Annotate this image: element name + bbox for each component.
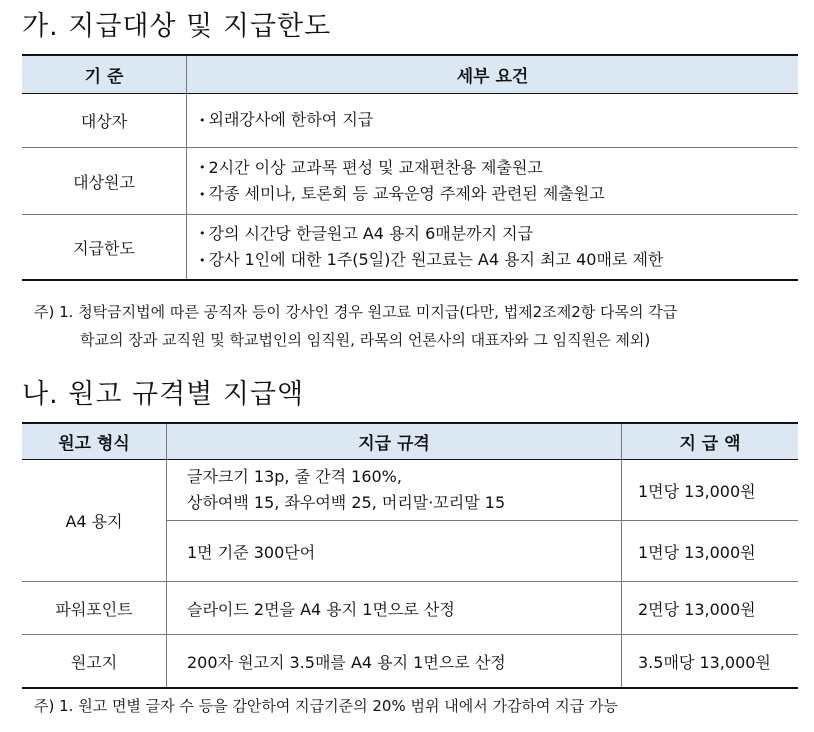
row-details <box>187 148 799 215</box>
amount-cell: 2면당 13,000원 <box>622 582 799 635</box>
amount-cell: 1면당 13,000원 <box>622 460 799 521</box>
row-details <box>187 215 799 281</box>
row-label: 대상자 <box>22 94 187 148</box>
table-row <box>22 215 798 281</box>
requirement-text: 강사 1인에 대한 1주(5일)간 원고료는 A4 용지 최고 40매로 제한 <box>208 250 664 269</box>
table-row <box>22 582 798 635</box>
table-row <box>22 460 798 521</box>
table-header-row <box>22 55 798 94</box>
note-line: 주) 1. 청탁금지법에 따른 공직자 등이 강사인 경우 원고료 미지급(다만, 법제2조제2항 다목의 각급 <box>34 303 678 321</box>
amount-cell: 3.5매당 13,000원 <box>638 652 771 672</box>
eligibility-table <box>22 54 798 281</box>
row-label: 대상원고 <box>22 148 187 215</box>
spec-line: 상하여백 15, 좌우여백 25, 머리말·꼬리말 15 <box>187 493 506 512</box>
requirement-text: 강의 시간당 한글원고 A4 용지 6매분까지 지급 <box>208 223 534 243</box>
table-row <box>22 94 798 148</box>
bullet-icon: • <box>199 161 206 174</box>
spec-cell <box>167 460 622 521</box>
bullet-icon: • <box>199 187 206 201</box>
format-cell: 원고지 <box>22 635 167 689</box>
section-title-payment: 나. 원고 규격별 지급액 <box>22 379 305 410</box>
eligibility-note <box>34 298 677 354</box>
requirement-text: 2시간 이상 교과목 편성 및 교재편찬용 제출원고 <box>208 157 543 177</box>
bullet-icon: • <box>199 113 206 127</box>
format-cell: A4 용지 <box>22 460 167 582</box>
payment-note: 주) 1. 원고 면별 글자 수 등을 감안하여 지급기준의 20% 범위 내에서 가감하여 지급 가능 <box>34 697 618 715</box>
spec-cell: 1면 기준 300단어 <box>167 521 622 582</box>
table-row <box>22 148 798 215</box>
payment-table <box>22 422 798 689</box>
format-cell: 파워포인트 <box>22 582 167 635</box>
bullet-icon: • <box>199 253 206 267</box>
header-spec: 지급 규격 <box>167 423 622 460</box>
amount-cell: 1면당 13,000원 <box>622 521 799 582</box>
header-format: 원고 형식 <box>22 423 167 460</box>
spec-cell: 200자 원고지 3.5매를 A4 용지 1면으로 산정 <box>167 635 622 689</box>
header-amount: 지 급 액 <box>622 423 799 460</box>
spec-cell: 슬라이드 2면을 A4 용지 1면으로 산정 <box>167 582 622 635</box>
header-criteria: 기 준 <box>22 55 187 94</box>
bullet-icon: • <box>199 227 206 240</box>
requirement-text: 외래강사에 한하여 지급 <box>208 110 374 130</box>
row-label: 지급한도 <box>22 215 187 281</box>
note-line: 학교의 장과 교직원 및 학교법인의 임직원, 라목의 언론사의 대표자와 그 임직원은 제외) <box>80 331 651 349</box>
row-details <box>187 94 799 148</box>
header-requirements: 세부 요건 <box>187 55 799 94</box>
spec-line: 글자크기 13p, 줄 간격 160%, <box>187 467 402 486</box>
section-title-eligibility: 가. 지급대상 및 지급한도 <box>22 11 332 42</box>
table-header-row <box>22 423 798 460</box>
requirement-text: 각종 세미나, 토론회 등 교육운영 주제와 관련된 제출원고 <box>208 184 605 203</box>
table-row <box>22 635 798 689</box>
